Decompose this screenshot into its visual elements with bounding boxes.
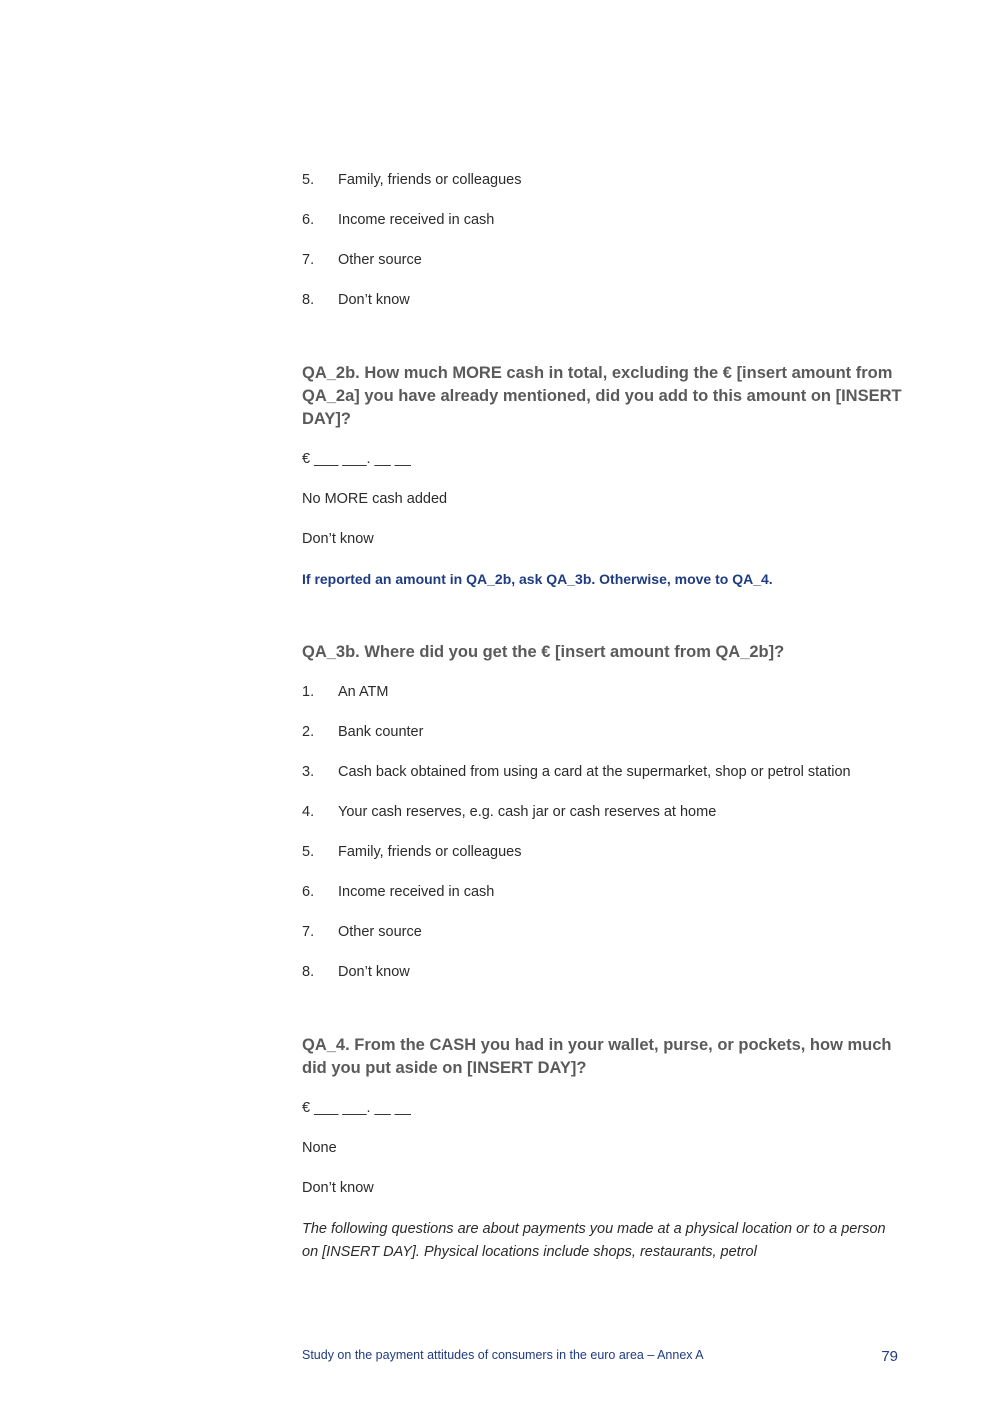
amount-field: € ___ ___. __ __	[302, 451, 411, 467]
section-gap	[302, 330, 902, 362]
list-item-number: 5.	[302, 172, 315, 188]
amount-field: € ___ ___. __ __	[302, 1100, 411, 1116]
list-item-label: Don’t know	[338, 964, 410, 980]
list-item	[302, 722, 902, 742]
list-item-label: Bank counter	[338, 724, 424, 740]
list-item-number: 6.	[302, 212, 315, 228]
list-item-number: 2.	[302, 724, 315, 740]
list-item-label: Your cash reserves, e.g. cash jar or cash reserves at home	[338, 804, 717, 820]
section-gap	[302, 609, 902, 641]
option-no-more-cash: No MORE cash added	[302, 491, 448, 507]
list-item	[302, 250, 902, 270]
question-qa2b	[302, 362, 902, 589]
footer-title: Study on the payment attitudes of consumers in the euro area – Annex A	[302, 1348, 704, 1362]
list-item-number: 8.	[302, 964, 315, 980]
list-item	[302, 682, 902, 702]
list-item	[302, 802, 902, 822]
list-item-label: Other source	[338, 924, 422, 940]
question-title: QA_3b. Where did you get the € [insert amount from QA_2b]?	[302, 643, 785, 661]
list-item	[302, 922, 902, 942]
list-item-number: 5.	[302, 844, 315, 860]
list-item-label: Other source	[338, 252, 422, 268]
list-item-label: An ATM	[338, 684, 389, 700]
section-intro-text: The following questions are about payments you made at a physical location or to a person on [INSERT DAY]. Physical locations include shops, restaurants, petrol	[302, 1221, 886, 1260]
page-footer	[302, 1348, 898, 1365]
page-number: 79	[881, 1348, 898, 1365]
option-none: None	[302, 1140, 337, 1156]
list-item	[302, 882, 902, 902]
list-item-label: Income received in cash	[338, 884, 495, 900]
list-item-number: 1.	[302, 684, 315, 700]
document-body	[302, 170, 902, 1264]
list-item-number: 8.	[302, 292, 315, 308]
list-item-label: Family, friends or colleagues	[338, 844, 522, 860]
question-qa4	[302, 1034, 902, 1264]
list-item	[302, 210, 902, 230]
list-item	[302, 962, 902, 982]
list-item-label: Income received in cash	[338, 212, 495, 228]
list-item-label: Family, friends or colleagues	[338, 172, 522, 188]
option-dont-know: Don’t know	[302, 1180, 374, 1196]
list-item-number: 3.	[302, 764, 315, 780]
list-item	[302, 290, 902, 310]
question-qa3b	[302, 641, 902, 982]
question-title: QA_2b. How much MORE cash in total, excluding the € [insert amount from QA_2a] you have already mentioned, did you add to this amount on [INSERT DAY]?	[302, 364, 902, 428]
list-item	[302, 842, 902, 862]
previous-question-options	[302, 170, 902, 310]
list-item-label: Don’t know	[338, 292, 410, 308]
list-item-number: 7.	[302, 252, 315, 268]
question-title: QA_4. From the CASH you had in your wallet, purse, or pockets, how much did you put aside on [INSERT DAY]?	[302, 1036, 892, 1077]
list-item-number: 6.	[302, 884, 315, 900]
list-item	[302, 170, 902, 190]
list-item	[302, 762, 902, 782]
section-gap	[302, 1002, 902, 1034]
routing-instruction: If reported an amount in QA_2b, ask QA_3b. Otherwise, move to QA_4.	[302, 571, 773, 587]
option-dont-know: Don’t know	[302, 531, 374, 547]
list-item-number: 4.	[302, 804, 315, 820]
list-item-number: 7.	[302, 924, 315, 940]
list-item-label: Cash back obtained from using a card at the supermarket, shop or petrol station	[338, 764, 851, 780]
